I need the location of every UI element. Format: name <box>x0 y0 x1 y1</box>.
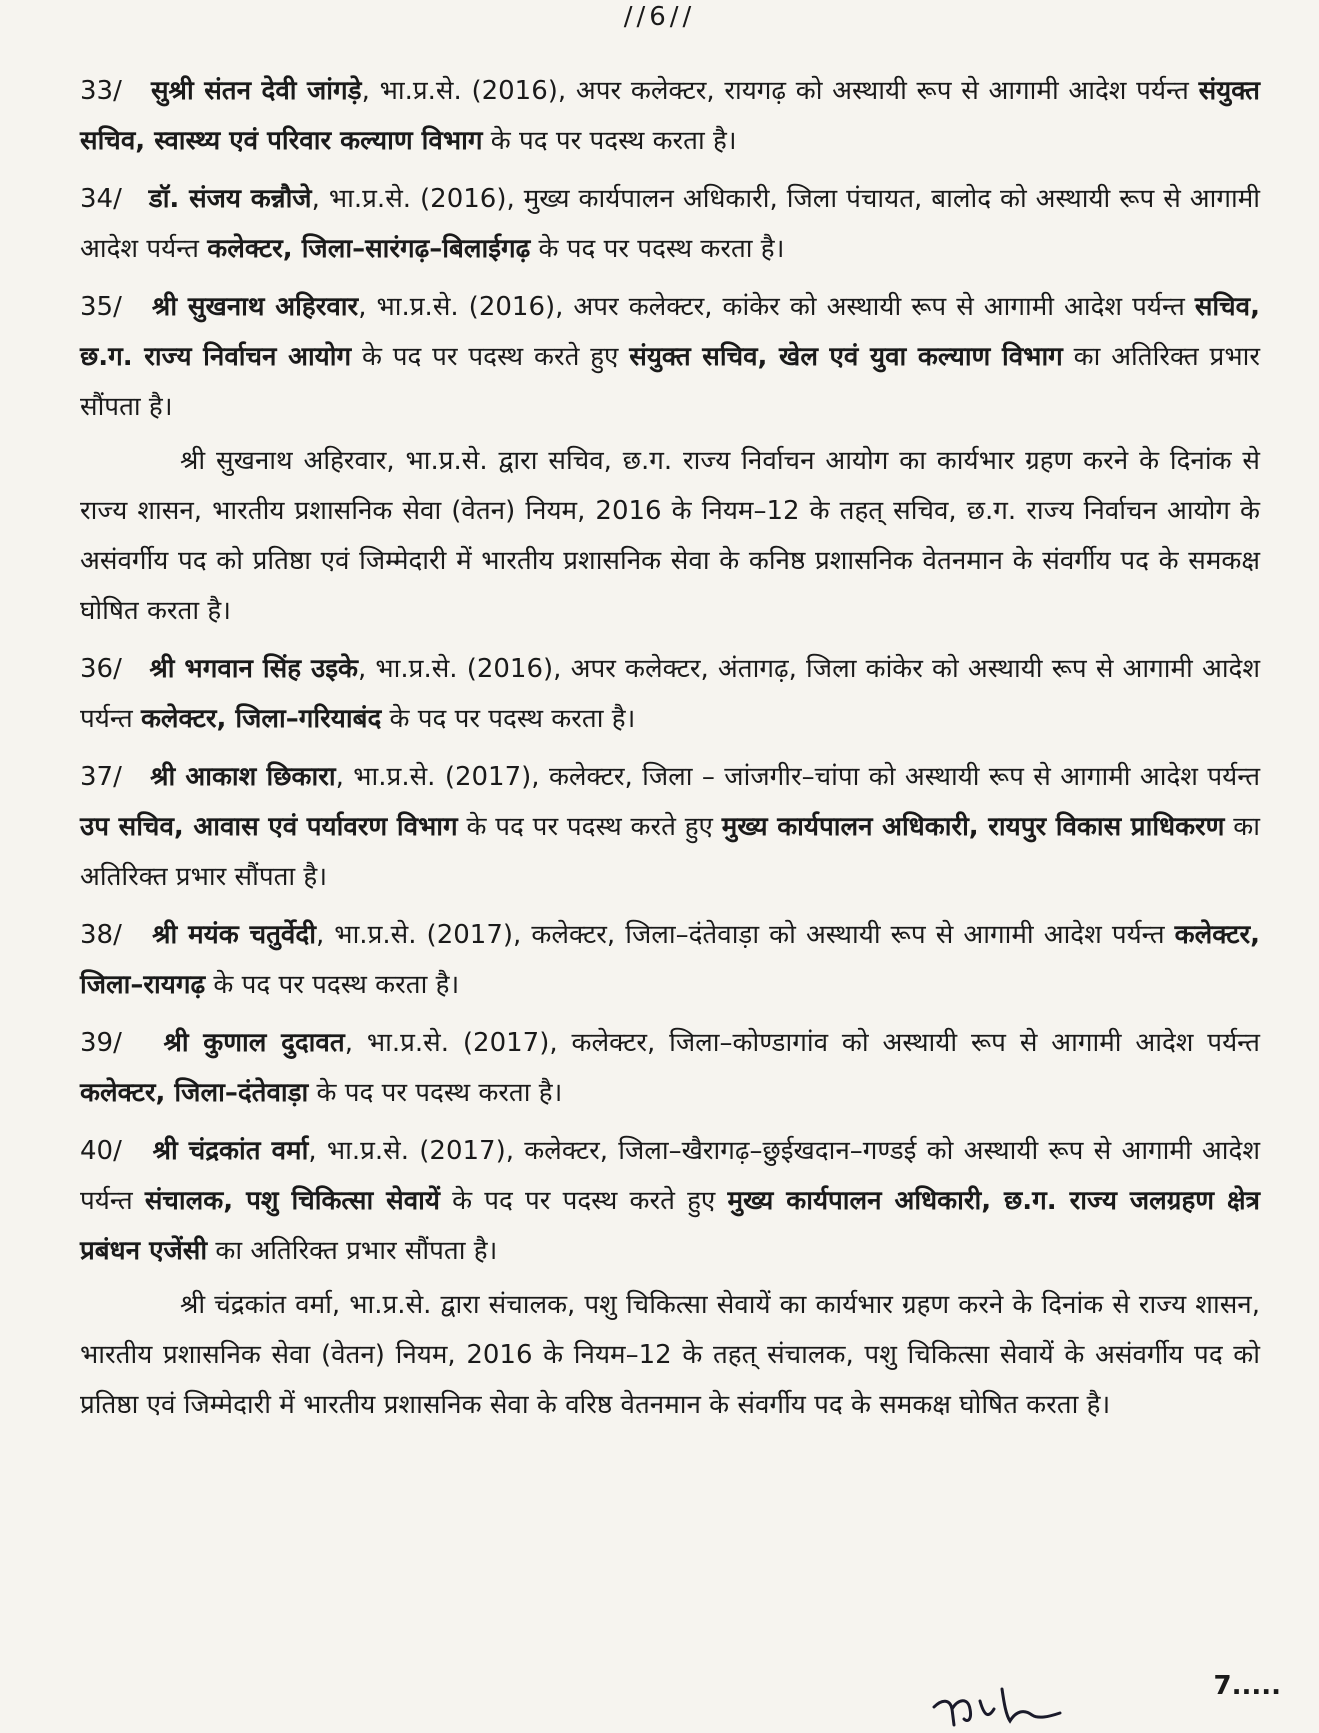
text: के पद पर पदस्थ करता है। <box>381 704 636 734</box>
text: श्री चंद्रकांत वर्मा, भा.प्र.से. द्वारा संचालक, पशु चिकित्सा सेवायें का कार्यभार ग्रहण करने के दिनांक से राज्य शासन, भारतीय प्रशासनिक सेवा (वेतन) नियम, 2016 के नियम–12 के तहत् संचालक, पशु चिकित्सा सेवायें के असंवर्गीय पद को प्रतिष्ठा एवं जिम्मेदारी में भारतीय प्रशासनिक सेवा के वरिष्ठ वेतनमान के संवर्गीय पद के समकक्ष घोषित करता है। <box>80 1290 1260 1420</box>
text: का अतिरिक्त प्रभार सौंपता है। <box>80 812 1260 892</box>
bold-text: संयुक्त सचिव, खेल एवं युवा कल्याण विभाग <box>629 342 1063 372</box>
text: श्री सुखनाथ अहिरवार, भा.प्र.से. द्वारा सचिव, छ.ग. राज्य निर्वाचन आयोग का कार्यभार ग्रहण करने के दिनांक से राज्य शासन, भारतीय प्रशासनिक सेवा (वेतन) नियम, 2016 के नियम–12 के तहत् सचिव, छ.ग. राज्य निर्वाचन आयोग के असंवर्गीय पद को प्रतिष्ठा एवं जिम्मेदारी में भारतीय प्रशासनिक सेवा के कनिष्ठ प्रशासनिक वेतनमान के संवर्गीय पद के समकक्ष घोषित करता है। <box>80 446 1260 626</box>
text: के पद पर पदस्थ करता है। <box>308 1078 563 1108</box>
order-body <box>80 58 1260 1430</box>
order-item <box>80 282 1260 432</box>
item-number: 34/ <box>80 184 122 214</box>
bold-text: उप सचिव, आवास एवं पर्यावरण विभाग <box>80 812 458 842</box>
text: , भा.प्र.से. (2017), कलेक्टर, जिला – जांजगीर–चांपा को अस्थायी रूप से आगामी आदेश पर्यन्त <box>335 762 1261 792</box>
handwritten-initials <box>928 1669 1068 1729</box>
bold-text: कलेक्टर, जिला–दंतेवाड़ा <box>80 1078 309 1108</box>
bold-text: सुश्री संतन देवी जांगड़े <box>150 76 362 106</box>
bold-text: श्री आकाश छिकारा <box>150 762 336 792</box>
text: , भा.प्र.से. (2017), कलेक्टर, जिला–कोण्डागांव को अस्थायी रूप से आगामी आदेश पर्यन्त <box>344 1028 1260 1058</box>
order-item <box>80 174 1260 274</box>
item-number: 38/ <box>80 920 122 950</box>
text: के पद पर पदस्थ करते हुए <box>457 812 722 842</box>
bold-text: मुख्य कार्यपालन अधिकारी, छ.ग. राज्य जलग्रहण क्षेत्र प्रबंधन एजेंसी <box>80 1186 1261 1266</box>
text: , भा.प्र.से. (2017), कलेक्टर, जिला–खैरागढ़–छुईखदान–गण्डई को अस्थायी रूप से आगामी आदेश पर्यन्त <box>80 1136 1260 1216</box>
next-page-marker: 7..... <box>1213 1671 1281 1701</box>
order-item <box>80 644 1260 744</box>
item-number: 40/ <box>80 1136 122 1166</box>
bold-text: डॉ. संजय कन्नौजे <box>148 184 312 214</box>
bold-text: संचालक, पशु चिकित्सा सेवायें <box>144 1186 440 1216</box>
order-item <box>80 66 1260 166</box>
order-item <box>80 910 1260 1010</box>
item-number: 37/ <box>80 762 122 792</box>
text: के पद पर पदस्थ करता है। <box>482 126 737 156</box>
bold-text: श्री चंद्रकांत वर्मा <box>152 1136 309 1166</box>
bold-text: श्री भगवान सिंह उइके <box>149 654 358 684</box>
text: , भा.प्र.से. (2017), कलेक्टर, जिला–दंतेवाड़ा को अस्थायी रूप से आगामी आदेश पर्यन्त <box>315 920 1175 950</box>
text: , भा.प्र.से. (2016), अपर कलेक्टर, कांकेर को अस्थायी रूप से आगामी आदेश पर्यन्त <box>358 292 1195 322</box>
text: का अतिरिक्त प्रभार सौंपता है। <box>80 342 1260 422</box>
paragraph-note <box>80 1280 1260 1430</box>
order-item <box>80 752 1260 902</box>
bold-text: सचिव, छ.ग. राज्य निर्वाचन आयोग <box>80 292 1260 372</box>
text: , भा.प्र.से. (2016), मुख्य कार्यपालन अधिकारी, जिला पंचायत, बालोद को अस्थायी रूप से आगामी आदेश पर्यन्त <box>80 184 1260 264</box>
item-number: 36/ <box>80 654 122 684</box>
item-number: 33/ <box>80 76 122 106</box>
bold-text: मुख्य कार्यपालन अधिकारी, रायपुर विकास प्राधिकरण <box>721 812 1225 842</box>
item-number: 35/ <box>80 292 122 322</box>
bold-text: श्री मयंक चतुर्वेदी <box>152 920 316 950</box>
text: के पद पर पदस्थ करते हुए <box>439 1186 728 1216</box>
text: के पद पर पदस्थ करते हुए <box>351 342 630 372</box>
text: , भा.प्र.से. (2016), अपर कलेक्टर, रायगढ़ को अस्थायी रूप से आगामी आदेश पर्यन्त <box>361 76 1199 106</box>
item-number: 39/ <box>80 1028 122 1058</box>
bold-text: कलेक्टर, जिला–गरियाबंद <box>140 704 382 734</box>
bold-text: श्री कुणाल दुदावत <box>163 1028 345 1058</box>
order-item <box>80 1018 1260 1118</box>
paragraph-note <box>80 436 1260 636</box>
bold-text: श्री सुखनाथ अहिरवार <box>151 292 359 322</box>
text: का अतिरिक्त प्रभार सौंपता है। <box>207 1236 498 1266</box>
bold-text: कलेक्टर, जिला–सारंगढ़–बिलाईगढ़ <box>207 234 531 264</box>
bold-text: कलेक्टर, जिला–रायगढ़ <box>80 920 1260 1000</box>
text: के पद पर पदस्थ करता है। <box>205 970 460 1000</box>
text: , भा.प्र.से. (2016), अपर कलेक्टर, अंतागढ़, जिला कांकेर को अस्थायी रूप से आगामी आदेश पर्यन्त <box>80 654 1261 734</box>
bold-text: संयुक्त सचिव, स्वास्थ्य एवं परिवार कल्याण विभाग <box>80 76 1260 156</box>
order-item <box>80 1126 1260 1276</box>
page-number: //6// <box>623 2 696 32</box>
text: के पद पर पदस्थ करता है। <box>530 234 785 264</box>
